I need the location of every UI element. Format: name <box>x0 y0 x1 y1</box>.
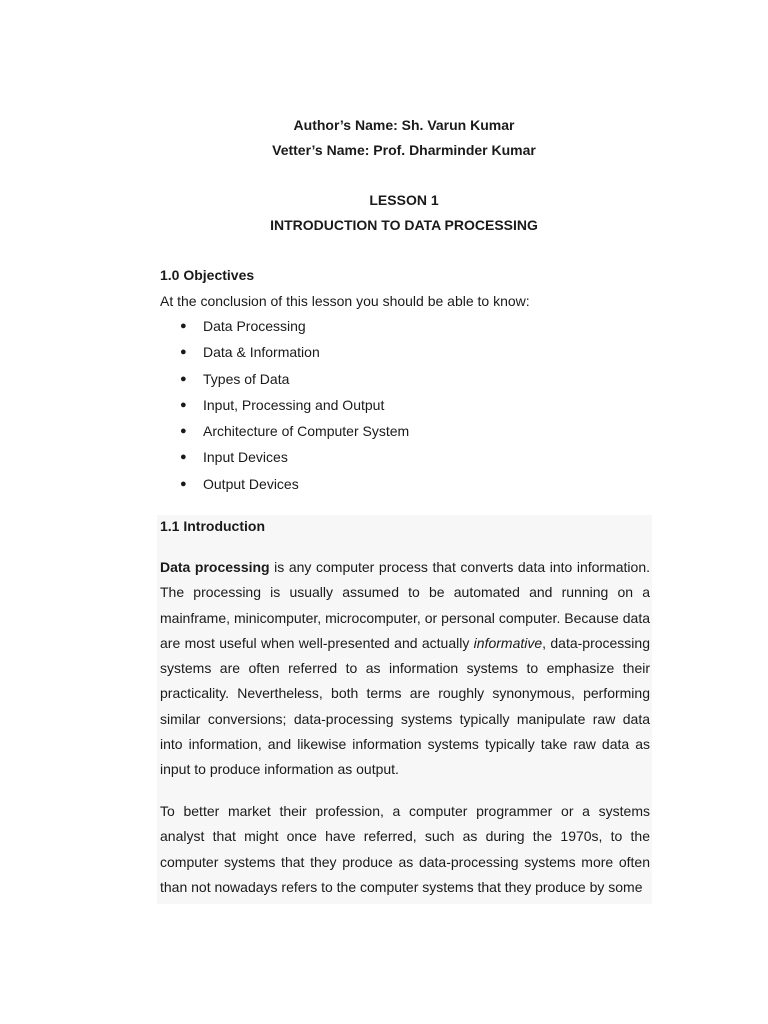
objectives-heading: 1.0 Objectives <box>160 267 255 283</box>
introduction-heading: 1.1 Introduction <box>160 518 265 534</box>
paragraph-text: is any computer process that converts data into information. The processing is usually assumed to be automated and running on a mainframe, minicomputer, microcomputer, or personal computer. Because data are most useful when well-presented and actually <box>160 559 650 651</box>
introduction-paragraph-1 <box>160 555 650 783</box>
informative-term: informative <box>473 634 543 651</box>
objective-item: Output Devices <box>203 475 299 492</box>
introduction-paragraph-2: To better market their profession, a computer programmer or a systems analyst that might once have referred, such as during the 1970s, to the computer systems that they produce as data-processing systems more often than not nowadays refers to the computer systems that they produce by some <box>160 803 650 895</box>
objective-item: Input Devices <box>203 449 288 466</box>
paragraph-text: , data-processing systems are often referred to as information systems to emphasize their practicality. Nevertheless, both terms are roughly synonymous, performing similar conversions; data-processing systems typically manipulate raw data into information, and likewise information systems typically take raw data as input to produce information as output. <box>160 634 650 778</box>
objective-item: Input, Processing and Output <box>203 396 385 413</box>
bullet-icon: ● <box>180 451 187 464</box>
objective-item: Architecture of Computer System <box>203 423 410 440</box>
bullet-icon: ● <box>180 398 187 411</box>
objective-item: Types of Data <box>203 370 290 387</box>
lesson-number: LESSON 1 <box>369 192 439 208</box>
vetter-name: Vetter’s Name: Prof. Dharminder Kumar <box>272 142 536 158</box>
objective-item: Data & Information <box>203 344 320 361</box>
bullet-icon: ● <box>180 372 187 385</box>
lesson-title: INTRODUCTION TO DATA PROCESSING <box>270 217 538 233</box>
bullet-icon: ● <box>180 425 187 438</box>
objectives-intro: At the conclusion of this lesson you should be able to know: <box>160 293 530 309</box>
bullet-icon: ● <box>180 320 187 332</box>
data-processing-term: Data processing <box>160 559 270 575</box>
author-name: Author’s Name: Sh. Varun Kumar <box>293 117 515 133</box>
objective-item: Data Processing <box>203 318 306 334</box>
bullet-icon: ● <box>180 346 187 359</box>
bullet-icon: ● <box>180 477 187 490</box>
